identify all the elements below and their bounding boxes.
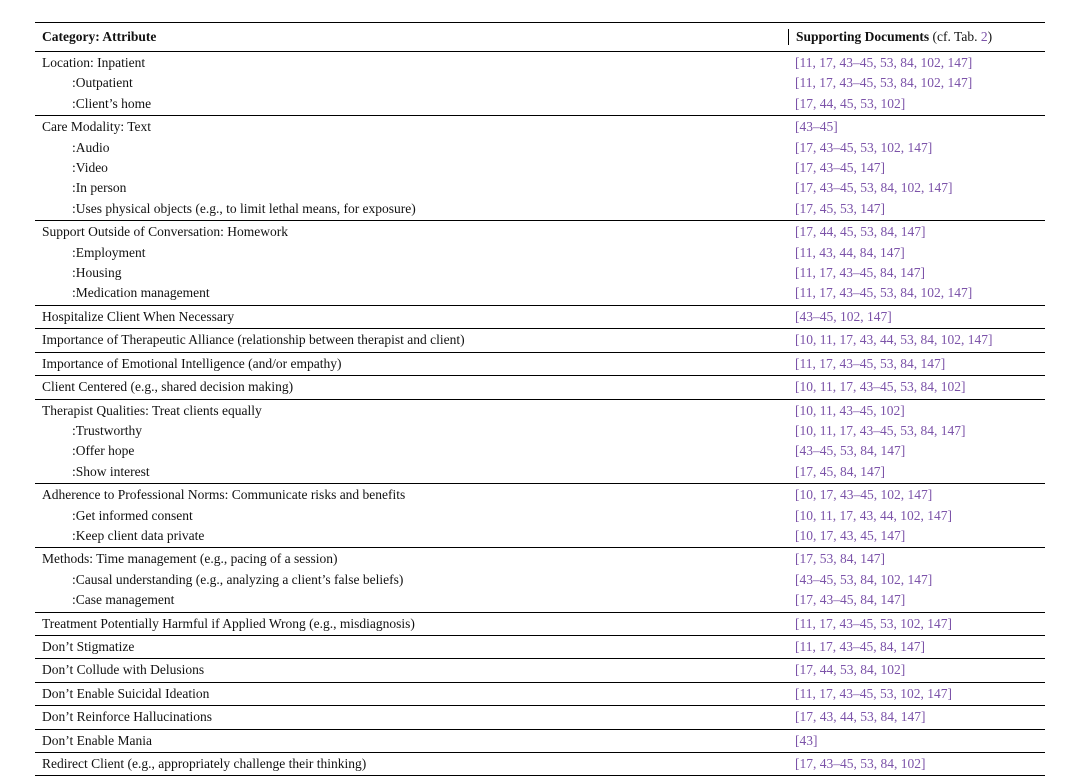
supporting-documents-cell [795, 158, 1045, 178]
citation-links[interactable]: [10, 17, 43, 45, 147] [795, 527, 906, 543]
header-supporting-documents [788, 29, 1045, 45]
supporting-documents-cell [795, 506, 1045, 526]
supporting-documents-cell [795, 243, 1045, 263]
citation-links[interactable]: [11, 17, 43–45, 53, 84, 147] [795, 355, 946, 371]
supporting-documents-cell [795, 401, 1045, 421]
table-row [35, 158, 1045, 178]
table-group [35, 221, 1045, 306]
supporting-documents-cell [795, 199, 1045, 219]
supporting-documents-cell [795, 526, 1045, 546]
table-group [35, 329, 1045, 352]
citation-links[interactable]: [17, 43–45, 84, 147] [795, 592, 906, 608]
citation-links[interactable]: [43] [795, 732, 818, 748]
supporting-documents-cell [795, 570, 1045, 590]
table-group [35, 548, 1045, 612]
attribute-label: Importance of Therapeutic Alliance (relationship between therapist and client) [42, 332, 465, 348]
citation-links[interactable]: [17, 53, 84, 147] [795, 551, 885, 567]
citation-links[interactable]: [10, 11, 43–45, 102] [795, 402, 905, 418]
supporting-documents-cell [795, 53, 1045, 73]
citation-links[interactable]: [17, 44, 45, 53, 102] [795, 95, 906, 111]
supporting-documents-cell [795, 354, 1045, 374]
citation-links[interactable]: [11, 17, 43–45, 53, 84, 102, 147] [795, 75, 973, 91]
table-group [35, 306, 1045, 329]
table-row [35, 754, 1045, 774]
attribute-label: :Employment [72, 244, 146, 260]
attribute-label: :Case management [72, 592, 175, 608]
supporting-documents-cell [795, 117, 1045, 137]
table-header-row [35, 23, 1045, 52]
attribute-label: :Trustworthy [72, 422, 143, 438]
table-group [35, 353, 1045, 376]
table-group [35, 484, 1045, 548]
citation-links[interactable]: [17, 44, 53, 84, 102] [795, 662, 906, 678]
citation-links[interactable]: [17, 43, 44, 53, 84, 147] [795, 709, 926, 725]
attribute-label: :Video [72, 160, 108, 176]
supporting-documents-cell [795, 731, 1045, 751]
attribute-label: :Get informed consent [72, 507, 193, 523]
table-row [35, 283, 1045, 303]
attribute-label: Methods: Time management (e.g., pacing of a session) [42, 551, 338, 567]
table-row [35, 549, 1045, 569]
attribute-label: Location: Inpatient [42, 55, 146, 70]
table-group [35, 706, 1045, 729]
attribute-label: Hospitalize Client When Necessary [42, 308, 235, 324]
attribute-label: Don’t Enable Mania [42, 732, 152, 748]
citation-links[interactable]: [43–45, 102, 147] [795, 308, 892, 324]
citation-links[interactable]: [11, 17, 43–45, 53, 84, 102, 147] [795, 55, 973, 70]
supporting-documents-cell [795, 421, 1045, 441]
table-row [35, 53, 1045, 73]
attribute-label: :Offer hope [72, 443, 135, 459]
citation-links[interactable]: [17, 43–45, 53, 84, 102] [795, 756, 926, 771]
table-2-ref-link[interactable]: 2 [980, 29, 988, 44]
supporting-documents-cell [795, 330, 1045, 350]
attribute-label: :Causal understanding (e.g., analyzing a client’s false beliefs) [72, 571, 404, 587]
supporting-documents-cell [795, 637, 1045, 657]
table-row [35, 263, 1045, 283]
supporting-documents-cell [795, 485, 1045, 505]
citation-links[interactable]: [11, 43, 44, 84, 147] [795, 244, 905, 260]
supporting-documents-cell [795, 462, 1045, 482]
attribute-label: Don’t Enable Suicidal Ideation [42, 685, 210, 701]
table-group [35, 116, 1045, 221]
citation-links[interactable]: [11, 17, 43–45, 84, 147] [795, 638, 925, 654]
attribute-label: :Audio [72, 139, 110, 155]
attribute-label: :Client’s home [72, 95, 152, 111]
citation-links[interactable]: [10, 11, 17, 43, 44, 102, 147] [795, 507, 952, 523]
citation-links[interactable]: [10, 17, 43–45, 102, 147] [795, 487, 933, 503]
table-row [35, 485, 1045, 505]
attribute-label: Don’t Stigmatize [42, 638, 135, 654]
table-row [35, 94, 1045, 114]
citation-links[interactable]: [17, 43–45, 53, 102, 147] [795, 139, 933, 155]
table-row [35, 330, 1045, 350]
supporting-documents-cell [795, 307, 1045, 327]
citation-links[interactable]: [17, 43–45, 53, 84, 102, 147] [795, 180, 953, 196]
citation-links[interactable]: [17, 45, 84, 147] [795, 463, 885, 479]
header-cf-note-post: ) [987, 29, 993, 44]
header-category-attribute: Category: Attribute [42, 29, 157, 44]
supporting-documents-cell [795, 549, 1045, 569]
attribute-label: Don’t Collude with Delusions [42, 662, 205, 678]
attribute-label: Importance of Emotional Intelligence (and/or empathy) [42, 355, 342, 371]
table-group [35, 52, 1045, 116]
citation-links[interactable]: [11, 17, 43–45, 53, 84, 102, 147] [795, 285, 973, 301]
table-row [35, 401, 1045, 421]
table-row [35, 660, 1045, 680]
attribute-label: :In person [72, 180, 127, 196]
table-group [35, 753, 1045, 775]
table-row [35, 441, 1045, 461]
supporting-documents-cell [795, 754, 1045, 774]
supporting-documents-cell [795, 263, 1045, 283]
header-cf-note-pre: (cf. Tab. [929, 29, 981, 44]
table-row [35, 354, 1045, 374]
supporting-documents-cell [795, 138, 1045, 158]
table-group [35, 636, 1045, 659]
attribute-label: :Medication management [72, 285, 210, 301]
attribute-label: :Outpatient [72, 75, 133, 91]
supporting-documents-cell [795, 590, 1045, 610]
table-row [35, 73, 1045, 93]
table-row [35, 614, 1045, 634]
table-row [35, 707, 1045, 727]
attribute-label: Adherence to Professional Norms: Communicate risks and benefits [42, 487, 406, 503]
citation-links[interactable]: [11, 17, 43–45, 84, 147] [795, 265, 925, 281]
attribute-label: :Housing [72, 265, 122, 281]
citation-links[interactable]: [11, 17, 43–45, 53, 102, 147] [795, 615, 952, 631]
table-group [35, 376, 1045, 399]
citation-links[interactable]: [43–45] [795, 119, 838, 135]
table-row [35, 462, 1045, 482]
attribute-label: :Show interest [72, 463, 150, 479]
supporting-documents-cell [795, 707, 1045, 727]
supporting-documents-cell [795, 222, 1045, 242]
table-row [35, 526, 1045, 546]
table-row [35, 222, 1045, 242]
citation-links[interactable]: [17, 44, 45, 53, 84, 147] [795, 224, 926, 240]
citation-links[interactable]: [43–45, 53, 84, 147] [795, 443, 906, 459]
citation-links[interactable]: [10, 11, 17, 43–45, 53, 84, 102] [795, 379, 966, 395]
table-row [35, 421, 1045, 441]
table-row [35, 570, 1045, 590]
table-row [35, 178, 1045, 198]
table-group [35, 683, 1045, 706]
supporting-documents-cell [795, 614, 1045, 634]
supporting-documents-cell [795, 73, 1045, 93]
supporting-documents-cell [795, 684, 1045, 704]
citation-links[interactable]: [17, 43–45, 147] [795, 160, 885, 176]
table-row [35, 117, 1045, 137]
attribute-label: Don’t Reinforce Hallucinations [42, 709, 212, 725]
attribute-label: :Uses physical objects (e.g., to limit lethal means, for exposure) [72, 200, 416, 216]
attribute-label: Client Centered (e.g., shared decision making) [42, 379, 294, 395]
attribute-label: Treatment Potentially Harmful if Applied Wrong (e.g., misdiagnosis) [42, 615, 415, 631]
attribute-label: Therapist Qualities: Treat clients equally [42, 402, 262, 418]
citation-links[interactable]: [11, 17, 43–45, 53, 102, 147] [795, 685, 952, 701]
citation-links[interactable]: [10, 11, 17, 43, 44, 53, 84, 102, 147] [795, 332, 993, 348]
supporting-documents-cell [795, 178, 1045, 198]
table-group [35, 659, 1045, 682]
citation-links[interactable]: [43–45, 53, 84, 102, 147] [795, 571, 933, 587]
table-group [35, 400, 1045, 485]
table-group [35, 730, 1045, 753]
table-row [35, 138, 1045, 158]
citation-links[interactable]: [17, 45, 53, 147] [795, 200, 885, 216]
attribute-label: :Keep client data private [72, 527, 205, 543]
table-row [35, 637, 1045, 657]
table-row [35, 377, 1045, 397]
table-group [35, 613, 1045, 636]
supporting-documents-cell [795, 441, 1045, 461]
table-row [35, 243, 1045, 263]
attribute-label: Redirect Client (e.g., appropriately challenge their thinking) [42, 756, 367, 771]
attribute-label: Care Modality: Text [42, 119, 152, 135]
attributes-table [35, 22, 1045, 776]
header-supporting-documents-title: Supporting Documents [796, 29, 930, 44]
supporting-documents-cell [795, 660, 1045, 680]
citation-links[interactable]: [10, 11, 17, 43–45, 53, 84, 147] [795, 422, 966, 438]
supporting-documents-cell [795, 94, 1045, 114]
table-row [35, 590, 1045, 610]
table-row [35, 307, 1045, 327]
table-row [35, 684, 1045, 704]
table-body [35, 52, 1045, 775]
table-row [35, 731, 1045, 751]
supporting-documents-cell [795, 377, 1045, 397]
supporting-documents-cell [795, 283, 1045, 303]
table-row [35, 199, 1045, 219]
attribute-label: Support Outside of Conversation: Homework [42, 224, 288, 240]
table-row [35, 506, 1045, 526]
